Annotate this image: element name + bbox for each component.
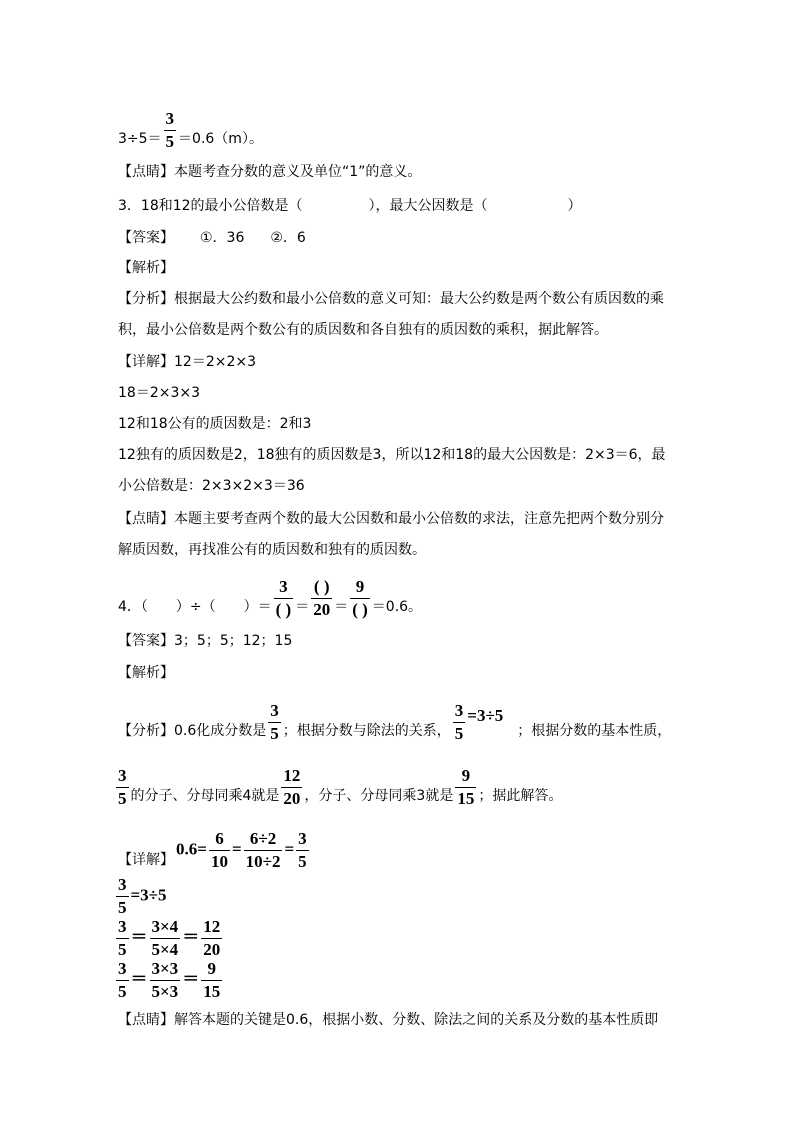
numerator: 3	[118, 917, 127, 936]
answer-label: 【答案】	[118, 230, 174, 246]
denominator: 15	[457, 789, 475, 808]
formula: =3÷5	[467, 706, 504, 725]
fraction-bar	[201, 938, 222, 939]
numerator: 3	[118, 766, 127, 785]
q3-jiexi: 【解析】	[118, 260, 174, 276]
q3-xiangjie-5: 小公倍数是：2×3×2×3＝36	[118, 478, 305, 494]
fraction	[209, 830, 230, 871]
q3-dianjing-2: 解质因数，再找准公有的质因数和独有的质因数。	[118, 542, 426, 558]
text: 3÷5＝	[118, 131, 162, 147]
fraction-bar	[268, 722, 281, 723]
numerator: 9	[461, 766, 471, 785]
denominator: 5	[165, 132, 175, 151]
q4-dianjing: 【点睛】解答本题的关键是0.6，根据小数、分数、除法之间的关系及分数的基本性质即	[118, 1012, 659, 1028]
text: ；根据分数的基本性质，	[517, 723, 672, 739]
equals: =	[197, 839, 207, 859]
fraction-bar	[453, 722, 466, 723]
denominator: 10	[210, 852, 228, 871]
q4-question	[118, 576, 422, 617]
q3-dianjing-1: 【点睛】本题主要考查两个数的最大公因数和最小公倍数的求法，注意先把两个数分别分	[118, 511, 664, 527]
q3-xiangjie-4: 12独有的质因数是2，18独有的质因数是3，所以12和18的最大公因数是：2×3＝6，最	[118, 447, 666, 463]
text: 3．18和12的最小公倍数是（	[118, 198, 303, 214]
fraction	[350, 578, 370, 619]
numerator: 9	[207, 959, 216, 978]
fraction-bar	[201, 980, 222, 981]
denominator: 5	[118, 940, 127, 959]
numerator: 3	[279, 577, 288, 596]
q3-xiangjie-3: 12和18公有的质因数是：2和3	[118, 416, 312, 432]
equals: ＝	[182, 969, 200, 989]
numerator: 12	[283, 766, 301, 785]
denominator: 15	[203, 982, 221, 1001]
fraction	[116, 960, 129, 1001]
fraction-bar	[116, 980, 129, 981]
q4-jiexi: 【解析】	[118, 665, 174, 681]
denominator: 5×3	[151, 982, 179, 1001]
denominator: ( )	[275, 600, 292, 619]
text: ）	[567, 198, 582, 214]
q2-calc-line	[118, 108, 263, 149]
fraction-bar	[209, 850, 230, 851]
fraction	[453, 702, 466, 743]
numerator: 9	[355, 577, 365, 596]
q4-formula-1	[176, 830, 311, 871]
denominator: 5	[118, 789, 127, 808]
fraction	[455, 767, 476, 808]
numerator: 6	[215, 829, 224, 848]
fraction	[274, 578, 294, 619]
text: ＝0.6（m）。	[178, 131, 263, 147]
numerator: ( )	[313, 577, 330, 596]
denominator: 20	[283, 789, 301, 808]
numerator: 3	[298, 829, 307, 848]
numerator: 3×3	[151, 959, 179, 978]
fraction	[201, 918, 222, 959]
denominator: 20	[313, 600, 331, 619]
text: ，分子、分母同乘3就是	[304, 788, 454, 804]
q4-answer: 【答案】3；5；5；12；15	[118, 633, 293, 649]
fraction-bar	[164, 130, 177, 131]
fraction-bar	[116, 787, 129, 788]
fraction-bar	[150, 938, 181, 939]
text: ＝0.6。	[371, 599, 423, 615]
q3-question	[118, 196, 582, 216]
q3-xiangjie-1: 【详解】12＝2×2×3	[118, 354, 256, 370]
fraction	[311, 578, 332, 619]
equals: ＝	[182, 927, 200, 947]
fraction	[244, 830, 283, 871]
text: 【分析】0.6化成分数是	[118, 723, 267, 739]
numerator: 3	[454, 701, 464, 720]
text: ；根据分数与除法的关系，	[282, 723, 451, 739]
fraction	[150, 960, 181, 1001]
q3-answer	[118, 228, 306, 248]
numerator: 3	[270, 701, 279, 720]
fraction	[296, 830, 309, 871]
q3-fenxi-1: 【分析】根据最大公约数和最小公倍数的意义可知：最大公约数是两个数公有质因数的乘	[118, 291, 664, 307]
text: ），最大公因数是（	[368, 198, 488, 214]
fraction-bar	[274, 598, 294, 599]
fraction	[201, 960, 222, 1001]
fraction	[116, 918, 129, 959]
denominator: 20	[203, 940, 221, 959]
formula: =3÷5	[130, 885, 167, 905]
answer-2: ②．6	[270, 230, 306, 246]
q4-formula-3	[118, 918, 224, 959]
denominator: 5×4	[151, 940, 179, 959]
denominator: 5	[270, 724, 279, 743]
denominator: 5	[118, 982, 127, 1001]
fraction	[150, 918, 181, 959]
denominator: 5	[118, 898, 127, 917]
q4-formula-2	[118, 876, 167, 917]
denominator: 5	[298, 852, 307, 871]
text: ；据此解答。	[478, 788, 563, 804]
fraction-bar	[350, 598, 370, 599]
fraction	[268, 702, 281, 743]
q4-fenxi-2	[118, 765, 562, 806]
q4-xiangjie-label: 【详解】	[118, 852, 174, 868]
fraction-bar	[455, 787, 476, 788]
fraction	[116, 767, 129, 808]
fraction-bar	[116, 938, 129, 939]
numerator: 12	[203, 917, 221, 936]
fraction-bar	[311, 598, 332, 599]
fraction	[116, 876, 129, 917]
text: 4．（ ）÷（ ）＝	[118, 599, 272, 615]
text: ＝	[334, 599, 349, 615]
text: 的分子、分母同乘4就是	[130, 788, 280, 804]
numerator: 3	[165, 109, 175, 128]
q4-fenxi-1	[118, 700, 671, 741]
q3-xiangjie-2: 18＝2×3×3	[118, 385, 200, 401]
fraction	[164, 110, 177, 151]
text: ＝	[295, 599, 310, 615]
denominator: 10÷2	[245, 852, 281, 871]
denominator: 5	[454, 724, 464, 743]
fraction-bar	[150, 980, 181, 981]
numerator: 3	[118, 875, 127, 894]
fraction-bar	[296, 850, 309, 851]
equals: =	[284, 839, 295, 859]
formula: 0.6	[176, 839, 198, 859]
numerator: 6÷2	[249, 829, 277, 848]
numerator: 3	[118, 959, 127, 978]
answer-1: ①．36	[200, 230, 245, 246]
q2-dianjing: 【点睛】本题考查分数的意义及单位“1”的意义。	[118, 164, 422, 180]
denominator: ( )	[352, 600, 368, 619]
q3-fenxi-2: 积，最小公倍数是两个数公有的质因数和各自独有的质因数的乘积，据此解答。	[118, 322, 608, 338]
fraction	[281, 767, 302, 808]
q4-formula-4	[118, 960, 224, 1001]
fraction-bar	[281, 787, 302, 788]
fraction-bar	[244, 850, 283, 851]
equals: ＝	[130, 927, 148, 947]
numerator: 3×4	[151, 917, 179, 936]
equals: =	[231, 839, 242, 859]
equals: ＝	[130, 969, 148, 989]
fraction-bar	[116, 896, 129, 897]
